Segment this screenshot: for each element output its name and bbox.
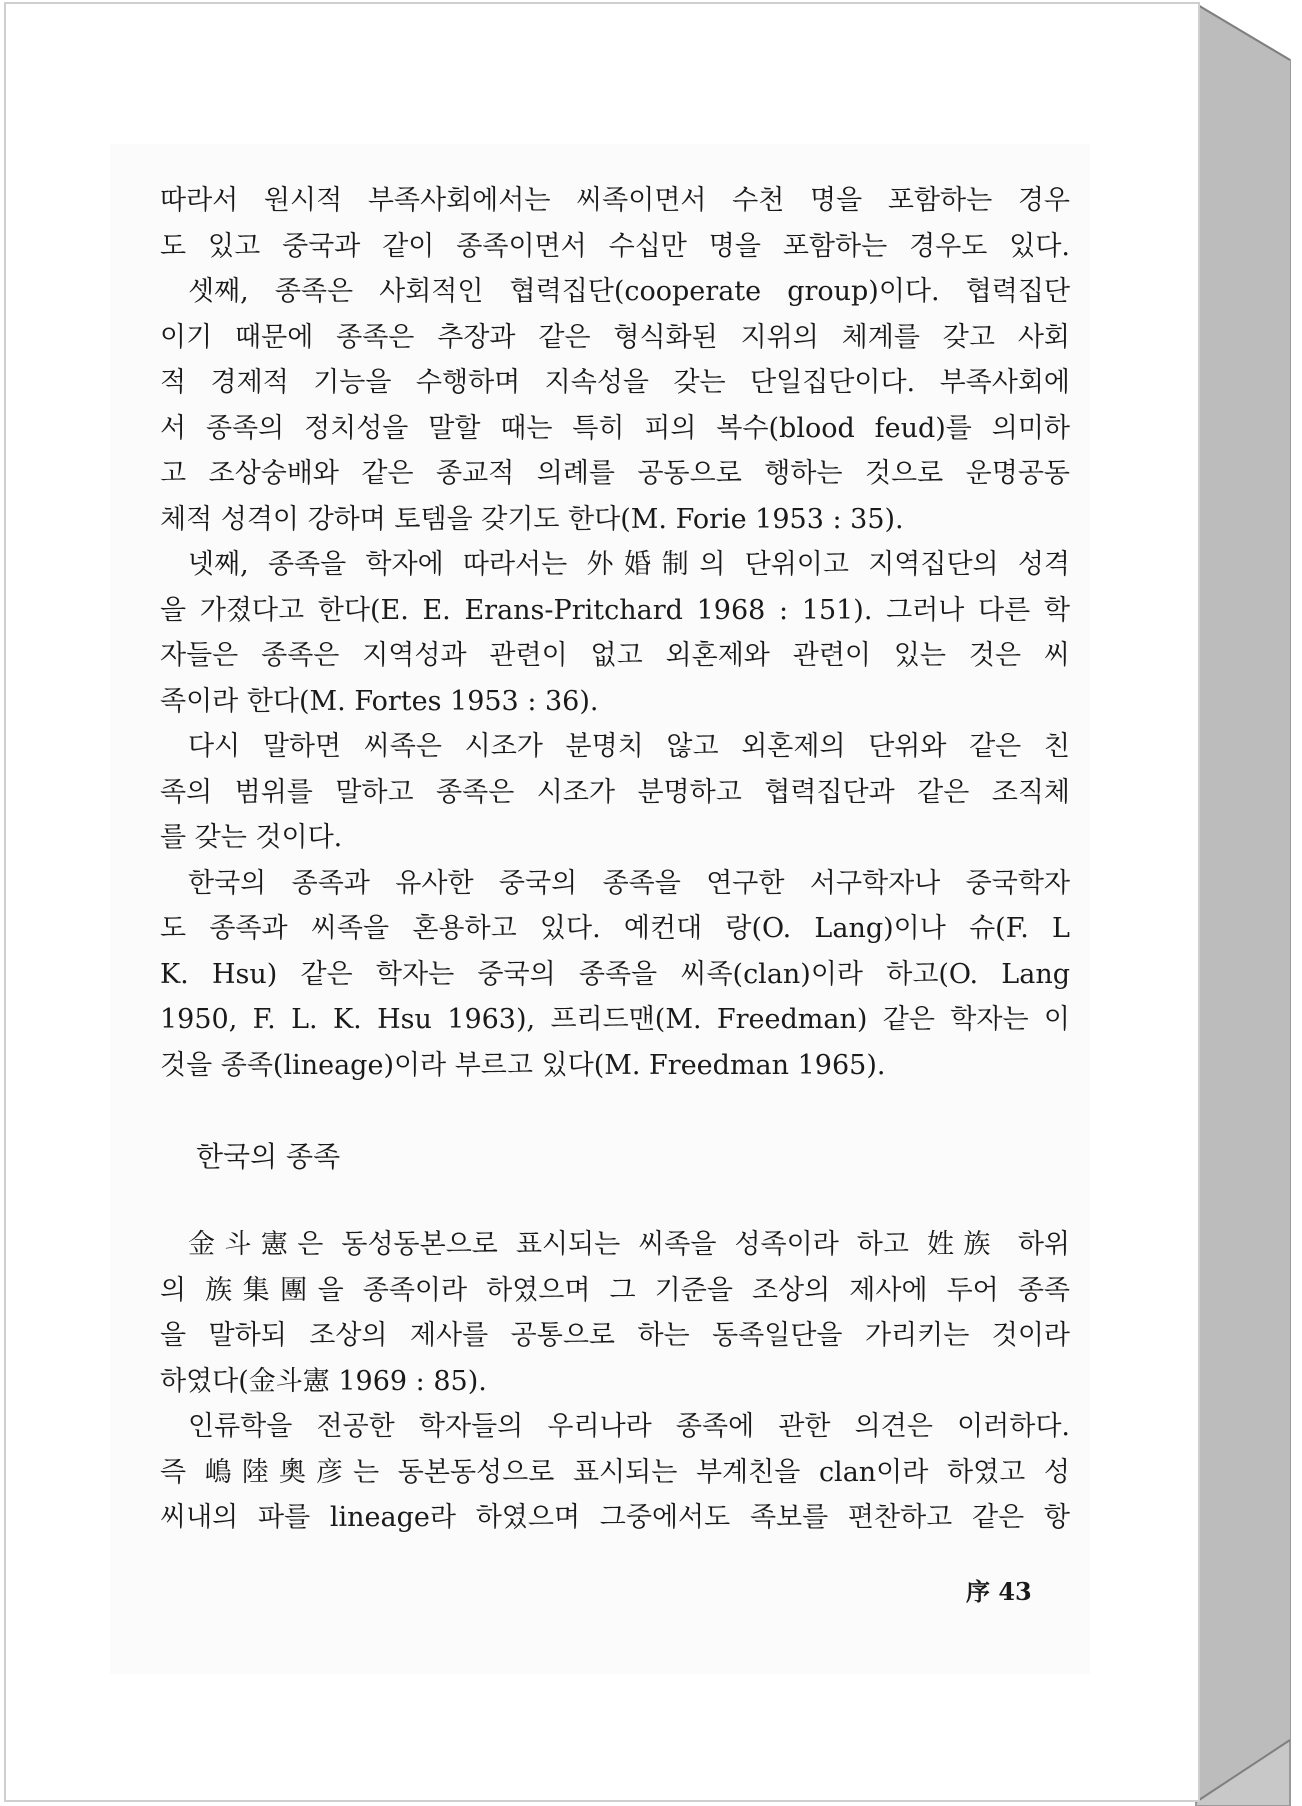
text-line: 을 가졌다고 한다(E. E. Erans-Pritchard 1968 : 151). 그러나 다른 학 xyxy=(160,594,1070,626)
section-heading: 한국의 종족 xyxy=(196,1140,341,1173)
text-line: 金斗憲은 동성동본으로 표시되는 씨족을 성족이라 하고 姓族 하위 xyxy=(188,1229,1070,1260)
text-line: 한국의 종족과 유사한 중국의 종족을 연구한 서구학자나 중국학자 xyxy=(188,867,1070,899)
text-line: 것을 종족(lineage)이라 부르고 있다(M. Freedman 1965). xyxy=(160,1049,886,1081)
text-line: 이기 때문에 종족은 추장과 같은 형식화된 지위의 체계를 갖고 사회 xyxy=(160,321,1070,353)
text-line: 따라서 원시적 부족사회에서는 씨족이면서 수천 명을 포함하는 경우 xyxy=(160,185,1070,216)
text-line: 족이라 한다(M. Fortes 1953 : 36). xyxy=(160,685,599,717)
text-line: 다시 말하면 씨족은 시조가 분명치 않고 외혼제의 단위와 같은 친 xyxy=(188,731,1070,762)
text-line: 넷째, 종족을 학자에 따라서는 外婚制의 단위이고 지역집단의 성격 xyxy=(188,549,1070,580)
text-line: 씨내의 파를 lineage라 하였으며 그중에서도 족보를 편찬하고 같은 항 xyxy=(160,1502,1070,1533)
body-text-block-1 xyxy=(160,178,1070,1088)
text-line: 을 말하되 조상의 제사를 공통으로 하는 동족일단을 가리키는 것이라 xyxy=(160,1320,1070,1351)
text-line: 를 갖는 것이다. xyxy=(160,822,343,853)
text-line: 서 종족의 정치성을 말할 때는 특히 피의 복수(blood feud)를 의미하 xyxy=(160,412,1070,444)
page-number: 序 43 xyxy=(966,1577,1032,1606)
body-text-block-2 xyxy=(160,1222,1070,1541)
text-line: 도 있고 중국과 같이 종족이면서 수십만 명을 포함하는 경우도 있다. xyxy=(160,230,1070,262)
text-line: 즉 嶋陸奧彦는 동본동성으로 표시되는 부계친을 clan이라 하였고 성 xyxy=(160,1456,1070,1488)
text-line: 셋째, 종족은 사회적인 협력집단(cooperate group)이다. 협력집단 xyxy=(188,276,1070,307)
text-line: 하였다(金斗憲 1969 : 85). xyxy=(160,1365,487,1397)
text-line: 적 경제적 기능을 수행하며 지속성을 갖는 단일집단이다. 부족사회에 xyxy=(160,367,1070,398)
text-line: 의 族集團을 종족이라 하였으며 그 기준을 조상의 제사에 두어 종족 xyxy=(160,1274,1070,1306)
text-line: 자들은 종족은 지역성과 관련이 없고 외혼제와 관련이 있는 것은 씨 xyxy=(160,640,1070,671)
text-line: K. Hsu) 같은 학자는 중국의 종족을 씨족(clan)이라 하고(O. Lang xyxy=(160,958,1070,990)
text-line: 족의 범위를 말하고 종족은 시조가 분명하고 협력집단과 같은 조직체 xyxy=(160,776,1070,808)
text-line: 체적 성격이 강하며 토템을 갖기도 한다(M. Forie 1953 : 35). xyxy=(160,503,904,535)
text-line: 인류학을 전공한 학자들의 우리나라 종족에 관한 의견은 이러하다. xyxy=(188,1411,1070,1442)
text-line: 1950, F. L. K. Hsu 1963), 프리드맨(M. Freedman) 같은 학자는 이 xyxy=(160,1004,1070,1035)
text-line: 고 조상숭배와 같은 종교적 의례를 공동으로 행하는 것으로 운명공동 xyxy=(160,458,1070,489)
text-line: 도 종족과 씨족을 혼용하고 있다. 예컨대 랑(O. Lang)이나 슈(F. L xyxy=(160,913,1070,944)
